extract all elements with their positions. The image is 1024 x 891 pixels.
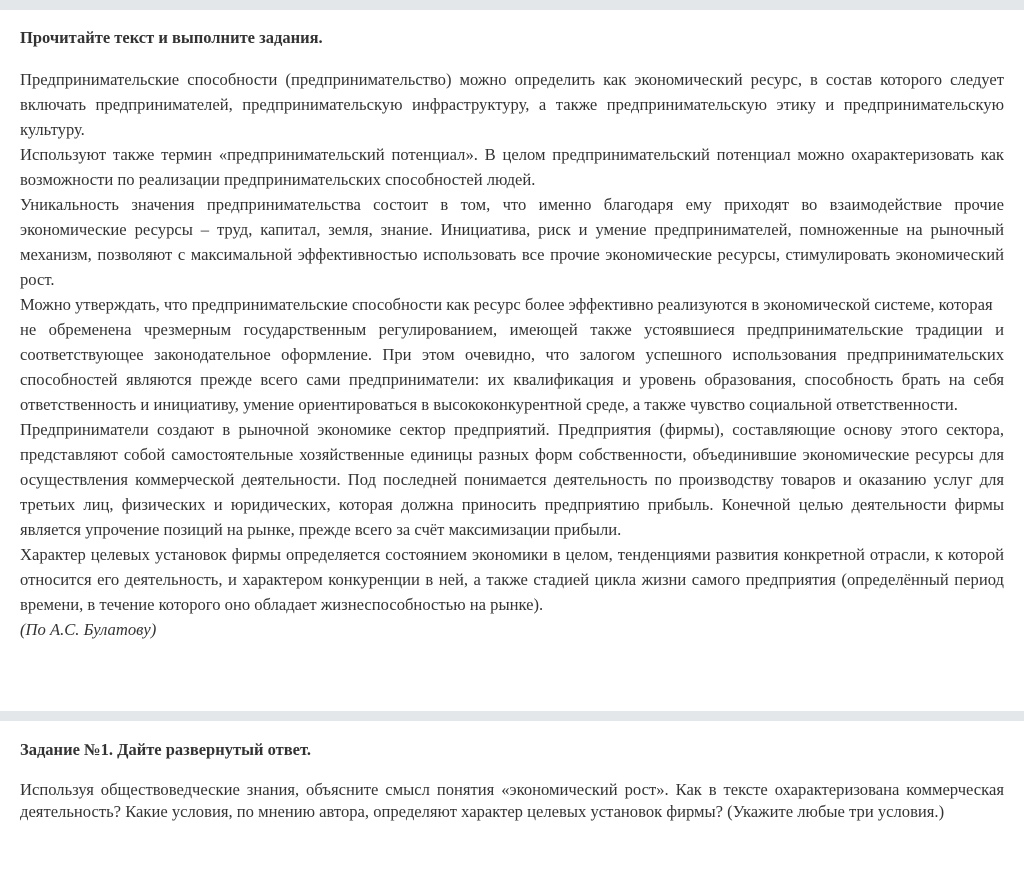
paragraph: Предпринимательские способности (предпринимательство) можно определить как экономический ресурс, в состав которого следует включать предпринимателей, предпринимательскую инфраструктуру, а также предпринимательскую этику и предпринимательскую культуру.	[20, 70, 1004, 139]
reading-panel	[0, 10, 1024, 711]
task-heading: Задание №1. Дайте развернутый ответ.	[20, 740, 311, 759]
task-panel	[0, 721, 1024, 822]
reading-heading: Прочитайте текст и выполните задания.	[20, 28, 323, 47]
task-question: Используя обществоведческие знания, объясните смысл понятия «экономический рост». Как в тексте охарактеризована коммерческая деятельность? Какие условия, по мнению автора, определяют характер целевых установок фирмы? (Укажите любые три условия.)	[20, 780, 1004, 821]
source-attribution: (По А.С. Булатову)	[20, 620, 157, 639]
paragraph: не обременена чрезмерным государственным регулированием, имеющей также устоявшиеся предпринимательские традиции и соответствующее законодательное оформление. При этом очевидно, что залогом успешного использования предпринимательских способностей являются прежде всего сами предприниматели: их квалификация и уровень образования, способность брать на себя ответственность и инициативу, умение ориентироваться в высококонкурентной среде, а также чувство социальной ответственности.	[20, 320, 1004, 414]
paragraph: Уникальность значения предпринимательства состоит в том, что именно благодаря ему приходят во взаимодействие прочие экономические ресурсы – труд, капитал, земля, знание. Инициатива, риск и умение предпринимателей, помноженные на рыночный механизм, позволяют с максимальной эффективностью использовать все прочие экономические ресурсы, стимулировать экономический рост.	[20, 195, 1004, 289]
paragraph: Характер целевых установок фирмы определяется состоянием экономики в целом, тенденциями развития конкретной отрасли, к которой относится его деятельность, и характером конкуренции в ней, а также стадией цикла жизни самого предприятия (определённый период времени, в течение которого оно обладает жизнеспособностью на рынке).	[20, 545, 1004, 614]
reading-text	[20, 67, 1004, 642]
section-divider	[0, 711, 1024, 721]
paragraph: Предприниматели создают в рыночной экономике сектор предприятий. Предприятия (фирмы), составляющие основу этого сектора, представляют собой самостоятельные хозяйственные единицы разных форм собственности, объединившие экономические ресурсы для осуществления коммерческой деятельности. Под последней понимается деятельность по производству товаров и оказанию услуг для третьих лиц, физических и юридических, которая должна приносить предприятию прибыль. Конечной целью деятельности фирмы является упрочение позиций на рынке, прежде всего за счёт максимизации прибыли.	[20, 420, 1004, 539]
paragraph: Используют также термин «предпринимательский потенциал». В целом предпринимательский потенциал можно охарактеризовать как возможности по реализации предпринимательских способностей людей.	[20, 145, 1004, 189]
task-text	[20, 779, 1004, 822]
paragraph: Можно утверждать, что предпринимательские способности как ресурс более эффективно реализуются в экономической системе, которая	[20, 295, 993, 314]
top-divider	[0, 0, 1024, 10]
